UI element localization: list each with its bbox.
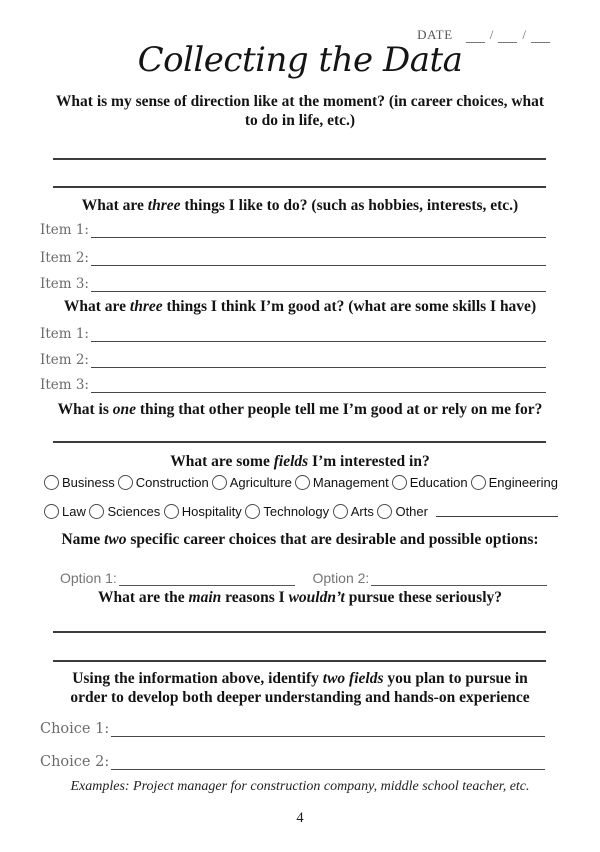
item-row (40, 376, 546, 393)
radio-unchecked-icon[interactable] (295, 475, 310, 490)
item2-like-input-line[interactable] (91, 253, 546, 266)
choice-row (40, 752, 545, 770)
item-row (40, 221, 546, 238)
fields-radio-row-1 (44, 472, 558, 492)
field-option-other[interactable] (377, 504, 558, 519)
radio-unchecked-icon[interactable] (212, 475, 227, 490)
item1-good-input-line[interactable] (91, 329, 546, 342)
field-option-engineering[interactable] (471, 475, 558, 490)
field-option-business[interactable] (44, 475, 115, 490)
option2-input-line[interactable] (371, 573, 547, 586)
item-label: Item 1: (40, 222, 89, 238)
item1-like-input-line[interactable] (91, 225, 546, 238)
question-two-fields: Using the information above, identify two fields you plan to pursue in order to develop both deeper understanding and hands-on experience (70, 670, 530, 706)
field-option-label: Other (395, 503, 428, 519)
field-option-label: Arts (350, 503, 374, 519)
choice2-label: Choice 2: (40, 754, 110, 770)
choice1-label: Choice 1: (40, 721, 110, 737)
field-option-label: Technology (263, 503, 330, 519)
field-option-hospitality[interactable] (164, 504, 242, 519)
radio-unchecked-icon[interactable] (333, 504, 348, 519)
field-option-label: Engineering (488, 474, 558, 490)
answer-line-reasons-1[interactable] (53, 631, 546, 633)
date-separator: / (489, 27, 494, 42)
question-others-rely: What is one thing that other people tell me I’m good at or rely on me for? (57, 401, 543, 418)
field-option-management[interactable] (295, 475, 389, 490)
item-row (40, 351, 546, 368)
question-career-choices: Name two specific career choices that are desirable and possible options: (61, 531, 539, 548)
radio-unchecked-icon[interactable] (245, 504, 260, 519)
field-option-label: Agriculture (229, 474, 292, 490)
item-label: Item 1: (40, 326, 89, 342)
question-like-to-do: What are three things I like to do? (such as hobbies, interests, etc.) (81, 197, 519, 214)
page-number: 4 (296, 810, 304, 826)
radio-unchecked-icon[interactable] (392, 475, 407, 490)
option1-label: Option 1: (60, 570, 117, 586)
field-option-label: Construction (135, 474, 209, 490)
field-option-agriculture[interactable] (212, 475, 292, 490)
examples-note: Examples: Project manager for construction company, middle school teacher, etc. (70, 779, 530, 794)
field-option-label: Sciences (107, 503, 161, 519)
date-label: DATE (417, 27, 453, 42)
item-row (40, 325, 546, 342)
choice2-input-line[interactable] (111, 757, 545, 770)
field-option-technology[interactable] (245, 504, 329, 519)
question-fields-interested: What are some fields I’m interested in? (170, 453, 430, 470)
field-option-label: Hospitality (181, 503, 242, 519)
choice1-input-line[interactable] (111, 724, 545, 737)
other-field-input-line[interactable] (436, 505, 558, 517)
radio-unchecked-icon[interactable] (471, 475, 486, 490)
field-option-label: Law (62, 503, 86, 519)
radio-unchecked-icon[interactable] (44, 475, 59, 490)
item-label: Item 2: (40, 250, 89, 266)
radio-unchecked-icon[interactable] (377, 504, 392, 519)
item3-like-input-line[interactable] (91, 279, 546, 292)
item2-good-input-line[interactable] (91, 355, 546, 368)
item-label: Item 2: (40, 352, 89, 368)
radio-unchecked-icon[interactable] (164, 504, 179, 519)
question-main-reasons: What are the main reasons I wouldn’t pursue these seriously? (97, 589, 503, 606)
question-good-at: What are three things I think I’m good at? (what are some skills I have) (63, 298, 537, 315)
item-label: Item 3: (40, 377, 89, 393)
answer-line-direction-1[interactable] (53, 158, 546, 160)
item-row (40, 275, 546, 292)
answer-line-direction-2[interactable] (53, 186, 546, 188)
option2-label: Option 2: (312, 570, 370, 586)
item3-good-input-line[interactable] (91, 380, 546, 393)
radio-unchecked-icon[interactable] (89, 504, 104, 519)
field-option-label: Business (62, 474, 115, 490)
page-title: Collecting the Data (137, 40, 463, 80)
field-option-arts[interactable] (333, 504, 374, 519)
field-option-law[interactable] (44, 504, 86, 519)
answer-line-others-rely[interactable] (53, 441, 546, 443)
date-separator: / (522, 27, 526, 42)
option1-input-line[interactable] (119, 573, 295, 586)
question-direction: What is my sense of direction like at the moment? (in career choices, what to do in life, etc.) (55, 93, 545, 129)
item-row (40, 249, 546, 266)
radio-unchecked-icon[interactable] (118, 475, 133, 490)
field-option-label: Management (312, 474, 389, 490)
options-row (60, 569, 547, 586)
fields-radio-row-2 (44, 501, 558, 521)
field-option-sciences[interactable] (89, 504, 160, 519)
answer-line-reasons-2[interactable] (53, 660, 546, 662)
field-option-construction[interactable] (118, 475, 209, 490)
field-option-label: Education (409, 474, 468, 490)
radio-unchecked-icon[interactable] (44, 504, 59, 519)
item-label: Item 3: (40, 276, 89, 292)
field-option-education[interactable] (392, 475, 468, 490)
choice-row (40, 719, 545, 737)
